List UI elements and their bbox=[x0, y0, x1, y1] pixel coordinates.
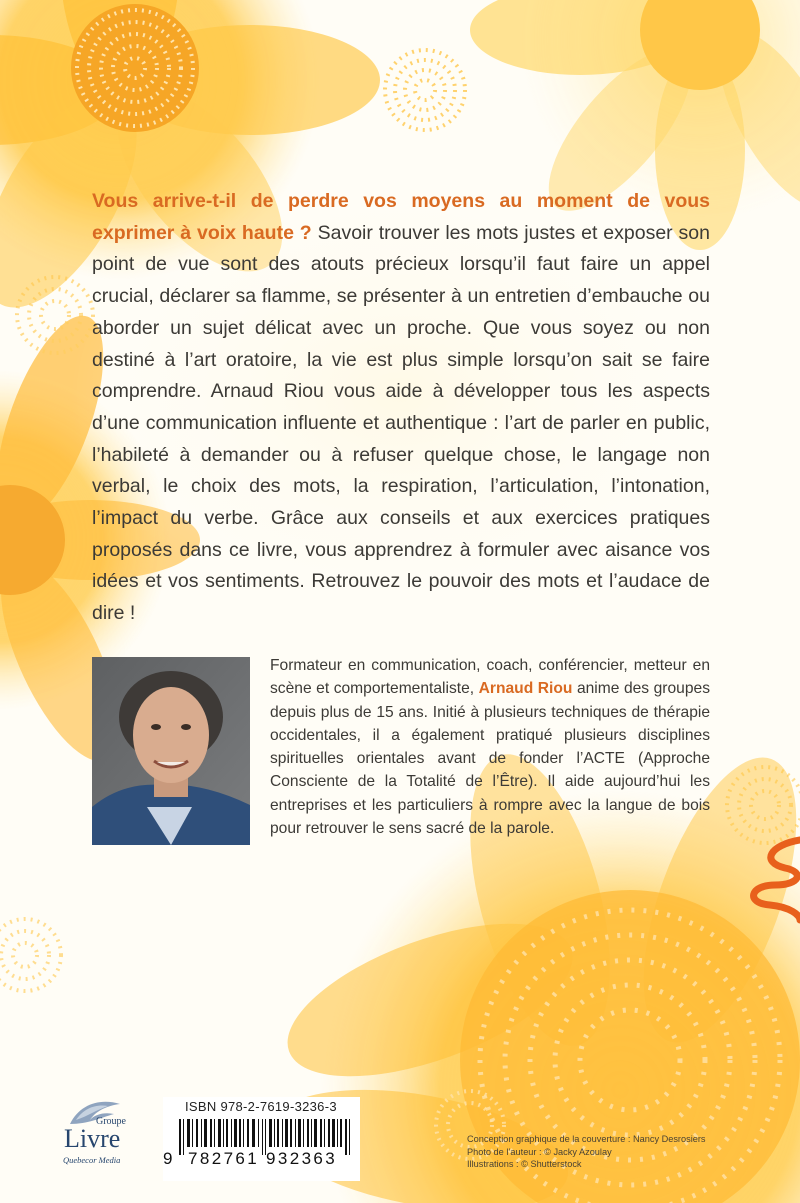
author-bio bbox=[270, 654, 710, 840]
publisher-logo bbox=[50, 1094, 132, 1174]
author-photo bbox=[92, 657, 250, 845]
blurb-body: Savoir trouver les mots justes et exposer son point de vue sont des atouts précieux lorsqu’il faut faire un appel crucial, déclarer sa flamme, se présenter à un entretien d’embauche ou aborder un sujet délicat avec un proche. Que vous soyez ou non destiné à l’art oratoire, la vie est plus simple lorsqu’on sait se faire comprendre. Arnaud Riou vous aide à développer tous les aspects d’une communication influente et authentique : l’art de parler en public, l’habileté à demander ou à refuser quelque chose, le langage non verbal, le choix des mots, la respiration, l’articulation, l’intonation, l’impact du verbe. Grâce aux conseils et aux exercices pratiques proposés dans ce livre, vous apprendrez à formuler avec aisance vos idées et vos sentiments. Retrouvez le pouvoir des mots et l’audace de dire ! bbox=[92, 221, 710, 625]
barcode-lead-digit: 9 bbox=[163, 1149, 173, 1168]
isbn-barcode bbox=[163, 1097, 360, 1181]
barcode-digits-left: 782761 bbox=[188, 1149, 260, 1168]
back-cover-blurb bbox=[92, 186, 710, 630]
bio-intro: Formateur en communication, coach, conférencier, metteur en scène et comportementaliste, bbox=[270, 657, 710, 698]
bio-rest: anime des groupes depuis plus de 15 ans. Initié à plusieurs techniques de thérapie occidentales, il a également pratiqué plusieurs disciplines spirituelles orientales avant de fonder l’ACTE (Approche Consciente de la Totalité de l’Être). Il aide aujourd’hui les entreprises et les particuliers à rompre avec la langue de bois pour retrouver le sens sacré de la parole. bbox=[270, 680, 710, 838]
dotted-circle-left-bottom bbox=[0, 919, 61, 991]
credit-illustrations: Illustrations : © Shutterstock bbox=[467, 1159, 582, 1169]
credit-photo: Photo de l’auteur : © Jacky Azoulay bbox=[467, 1146, 612, 1157]
author-name: Arnaud Riou bbox=[478, 680, 573, 698]
credit-design: Conception graphique de la couverture : Nancy Desrosiers bbox=[467, 1134, 706, 1144]
publisher-quebecor: Quebecor Media bbox=[63, 1155, 121, 1165]
publisher-groupe: Groupe bbox=[96, 1116, 126, 1127]
isbn-label: ISBN 978-2-7619-3236-3 bbox=[185, 1099, 337, 1114]
dotted-circle-top bbox=[385, 50, 465, 130]
cover-credits bbox=[467, 1133, 706, 1171]
barcode-digits-right: 932363 bbox=[266, 1149, 338, 1168]
blurb-lead-question: Vous arrive-t-il de perdre vos moyens au moment de vous exprimer à voix haute ? bbox=[92, 190, 710, 244]
publisher-livre: Livre bbox=[64, 1124, 121, 1153]
